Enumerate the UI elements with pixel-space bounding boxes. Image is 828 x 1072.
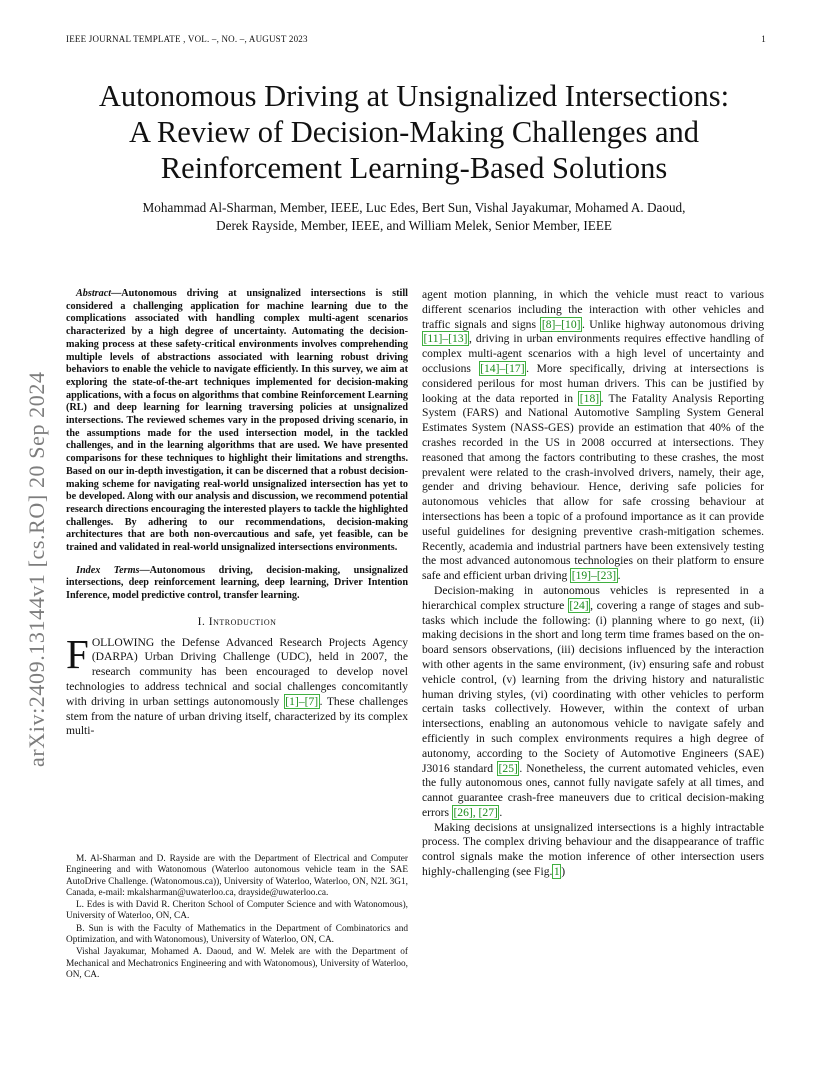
citation-link[interactable]: [8]–[10] [541, 317, 581, 331]
author-list [70, 199, 758, 234]
citation-link[interactable]: [26], [27] [453, 805, 498, 819]
citation-link[interactable]: [18] [579, 391, 600, 405]
paper-title [50, 78, 778, 186]
citation-link[interactable]: [11]–[13] [423, 332, 468, 346]
body-text: Decision-making in autonomous vehicles is represented in a hierarchical complex structure [422, 583, 764, 612]
index-terms-text: —Autonomous driving, decision-making, unsignalized intersections, deep reinforcement learning, deep learning, Driver Intention Inference, model predictive control, transfer learning. [66, 564, 408, 602]
footnote: Vishal Jayakumar, Mohamed A. Daoud, and W. Melek are with the Department of Mechanical and Mechatronics Engineering and with Watonomous), University of Waterloo, ON, CA. [66, 947, 408, 980]
body-text: . [617, 569, 621, 583]
drop-cap: F [66, 630, 89, 677]
index-terms [66, 565, 408, 603]
affiliation-footnotes [66, 854, 408, 982]
section-numeral: I. [197, 614, 209, 628]
page-number: 1 [761, 34, 766, 44]
body-text: ) [561, 865, 566, 879]
body-text: . Nonetheless, the current automated vehicles, even the fully autonomous ones, cannot fully navigate safely at all times, and cannot guarantee crash-free maneuvers due to critical decision-making errors [422, 761, 765, 819]
section-title: Introduction [208, 614, 277, 628]
intro-paragraph [66, 630, 408, 740]
body-text: agent motion planning, in which the vehicle must react to various different scenarios including the interaction with other vehicles and traffic signals and signs [422, 288, 764, 331]
body-text: Making decisions at unsignalized intersections is a highly intractable process. The complex driving behaviour and the disappearance of traffic control signals make the motion inference of other intersection users highly-challenging (see Fig. [422, 820, 764, 879]
footnote: B. Sun is with the Faculty of Mathematics in the Department of Combinatorics and Optimization, and with Watonomous), University of Waterloo, ON, CA. [66, 923, 408, 946]
intro-text: OLLOWING the Defense Advanced Research Projects Agency (DARPA) Urban Driving Challenge (UDC), held in 2007, the research community has been encouraged to develop novel technologies to address technical and social challenges concomitantly with driving in urban settings autonomously [66, 635, 408, 708]
title-line-1: Autonomous Driving at Unsignalized Intersections: [98, 79, 730, 113]
index-terms-label: Index Terms [76, 564, 140, 576]
body-text: , driving in urban environments requires effective handling of complex multi-agent scenarios with a high level of uncertainty and occlusions [422, 332, 764, 375]
journal-header: IEEE JOURNAL TEMPLATE , VOL. –, NO. –, AUGUST 2023 [66, 34, 308, 44]
intro-text: . These challenges stem from the nature of urban driving itself, characterized by its complex multi- [66, 694, 408, 738]
arxiv-identifier: arXiv:2409.13144v1 [cs.RO] 20 Sep 2024 [24, 371, 49, 767]
body-text: . Unlike highway autonomous driving [581, 317, 764, 331]
footnote: L. Edes is with David R. Cheriton School of Computer Science and with Watonomous), University of Waterloo, ON, CA. [66, 900, 408, 922]
abstract [66, 288, 408, 555]
authors-line-1: Mohammad Al-Sharman, Member, IEEE, Luc Edes, Bert Sun, Vishal Jayakumar, Mohamed A. Daoud, [142, 200, 686, 215]
citation-link[interactable]: [24] [569, 598, 589, 612]
body-text: . [499, 805, 503, 819]
citation-link[interactable]: [25] [498, 761, 518, 775]
body-text: . The Fatality Analysis Reporting System (FARS) and National Automotive Sampling System General Estimates System (NASS-GES) provide an estimation that 40% of the crashes recorded in the US in 2008 occurred at intersections. They reasoned that among the factors contributing to these crashes, the most prevalent were related to the crash-involved drivers, namely, their age, gender and driving behaviour. Hence, deriving safe policies for autonomous vehicles that allow for safe crossing behaviour at intersections has been a topic of a profound importance as it can provide useful guidelines for designing preventive crash-mitigation schemes. Recently, academia and industrial partners have been extensively testing the most advanced autonomous technologies on their platform to ensure safe and efficient urban driving [422, 391, 764, 583]
citation-link[interactable]: [19]–[23] [571, 569, 617, 583]
footnote: M. Al-Sharman and D. Rayside are with the Department of Electrical and Computer Engineering and with Watonomous (Waterloo autonomous vehicle team in the SAE AutoDrive Challenge. (Watonomous.ca)), University of Waterloo, Waterloo, ON, N2L 3G1, Canada, e-mail: mkalsharman@uwaterloo.ca, drayside@uwaterloo.ca. [66, 854, 408, 898]
title-line-2: A Review of Decision-Making Challenges and [128, 115, 700, 149]
body-paragraph [422, 288, 764, 584]
section-heading-introduction [66, 615, 408, 630]
body-text: , covering a range of stages and sub-tasks which include the following: (i) planning where to go next, (ii) making decisions in the short and long term time frames based on the on-board sensors observations, (iii) decisions influenced by the interaction with other agents in the same environment, (iv) ensuring safe and robust vehicle control, (v) learning from the driving history and naturalistic human driving styles, (vi) coordinating with other vehicles to perform certain tasks collectively. However, within the context of urban intersections, enabling an autonomous vehicle to navigate safely and efficiently in such complex environments requires a high degree of autonomy, according to the Society of Automotive Engineers (SAE) J3016 standard [422, 598, 765, 775]
authors-line-2: Derek Rayside, Member, IEEE, and William Melek, Senior Member, IEEE [216, 217, 612, 233]
citation-link[interactable]: [14]–[17] [480, 361, 525, 375]
body-paragraph [422, 584, 764, 821]
right-column [422, 288, 764, 880]
left-column [66, 288, 408, 739]
abstract-label: Abstract [76, 288, 112, 299]
abstract-text: —Autonomous driving at unsignalized intersections is still considered a challenging application for machine learning due to the complications associated with handling complex multi-agent scenarios characterized by a high degree of uncertainty. Automating the decision-making process at these safety-critical environments involves comprehending multiple levels of abstractions associated with learning robust driving behaviors to enable the vehicle to navigate efficiently. In this survey, we aim at exploring the state-of-the-art techniques implemented for decision-making applications, with a focus on algorithms that combine Reinforcement Learning (RL) and deep learning for learning traversing policies at unsignalized intersections. The reviewed schemes vary in the proposed driving scenario, in the assumptions made for the used intersection model, in the tackled challenges, and in the learning algorithms that are used. We have presented comparisons for these techniques to highlight their limitations and strengths. Based on our in-depth investigation, it can be discerned that a robust decision-making scheme for navigating real-world unsignalized intersection has yet to be developed. Along with our analysis and discussion, we recommend potential research directions encouraging the interested players to tackle the highlighted challenges. By adhering to our recommendations, decision-making architectures that are both non-overcautious and safe, yet feasible, can be trained and validated in real-world unsignalized intersections environments. [66, 288, 408, 554]
running-header [66, 34, 766, 44]
citation-link[interactable]: [1]–[7] [285, 694, 319, 708]
body-text: . More specifically, driving at intersections is considered perilous for most human drivers. This can be justified by looking at the data reported in [422, 361, 765, 405]
title-line-3: Reinforcement Learning-Based Solutions [160, 151, 668, 185]
figure-reference-link[interactable]: 1 [553, 865, 560, 879]
body-paragraph [422, 821, 764, 880]
